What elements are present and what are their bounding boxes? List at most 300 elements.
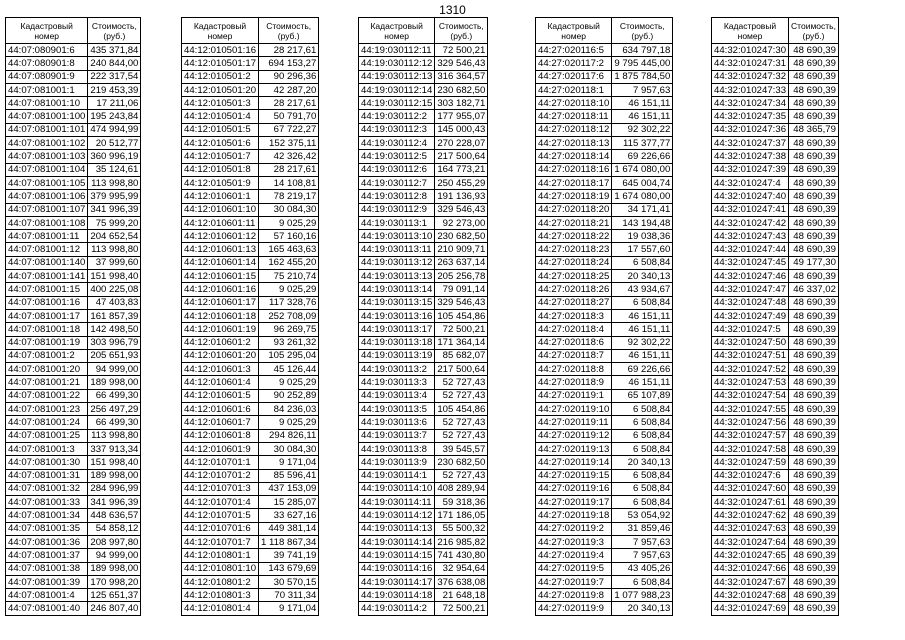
header-cost: Стоимость, (руб.)	[612, 18, 673, 44]
table-row	[712, 522, 839, 535]
table-row	[536, 496, 673, 509]
cadastral-number-cell: 44:32:010247:44	[712, 243, 789, 256]
cost-cell: 94 999,00	[88, 549, 141, 562]
table-row	[536, 376, 673, 389]
cadastral-number-cell: 44:12:010601:2	[182, 336, 259, 349]
table-row	[6, 549, 141, 562]
cadastral-number-cell: 44:12:010601:5	[182, 389, 259, 402]
cadastral-number-cell: 44:12:010501:16	[182, 44, 259, 57]
table-row	[712, 482, 839, 495]
cadastral-number-cell: 44:07:081001:100	[6, 110, 88, 123]
cost-cell: 48 690,39	[789, 70, 839, 83]
cost-cell: 52 727,43	[435, 416, 488, 429]
table-row	[182, 602, 319, 615]
cost-cell: 9 171,04	[259, 456, 319, 469]
cadastral-number-cell: 44:32:010247:66	[712, 562, 789, 575]
cadastral-number-cell: 44:32:010247:6	[712, 469, 789, 482]
cost-cell: 48 690,39	[789, 110, 839, 123]
cost-cell: 20 512,77	[88, 137, 141, 150]
table-row	[6, 509, 141, 522]
table-row	[536, 270, 673, 283]
cadastral-number-cell: 44:32:010247:35	[712, 110, 789, 123]
cost-cell: 316 364,57	[435, 70, 488, 83]
cost-cell: 31 859,46	[612, 522, 673, 535]
table-row	[712, 243, 839, 256]
cadastral-number-cell: 44:19:030113:1	[359, 216, 435, 229]
cost-cell: 6 508,84	[612, 296, 673, 309]
table-row	[712, 389, 839, 402]
cadastral-number-cell: 44:19:030112:7	[359, 176, 435, 189]
header-cost: Стоимость, (руб.)	[789, 18, 839, 44]
cost-cell: 125 651,37	[88, 589, 141, 602]
cadastral-number-cell: 44:27:020118:14	[536, 150, 612, 163]
cadastral-number-cell: 44:07:081001:25	[6, 429, 88, 442]
cost-cell: 93 261,32	[259, 336, 319, 349]
cost-cell: 48 690,39	[789, 456, 839, 469]
cadastral-number-cell: 44:32:010247:65	[712, 549, 789, 562]
table-row	[536, 522, 673, 535]
cadastral-number-cell: 44:32:010247:48	[712, 296, 789, 309]
cost-cell: 15 285,07	[259, 496, 319, 509]
cost-cell: 7 957,63	[612, 549, 673, 562]
table-row	[712, 203, 839, 216]
cadastral-number-cell: 44:19:030113:15	[359, 296, 435, 309]
cost-cell: 92 273,00	[435, 216, 488, 229]
table-row	[536, 203, 673, 216]
cadastral-number-cell: 44:27:020116:5	[536, 44, 612, 57]
cost-cell: 52 727,43	[435, 376, 488, 389]
cadastral-number-cell: 44:12:010601:19	[182, 323, 259, 336]
cadastral-number-cell: 44:19:030113:14	[359, 283, 435, 296]
cadastral-number-cell: 44:32:010247:69	[712, 602, 789, 615]
cost-cell: 20 340,13	[612, 456, 673, 469]
cadastral-number-cell: 44:12:010501:4	[182, 110, 259, 123]
cost-cell: 17 557,60	[612, 243, 673, 256]
cost-cell: 105 454,86	[435, 403, 488, 416]
cadastral-number-cell: 44:32:010247:58	[712, 442, 789, 455]
cadastral-number-cell: 44:07:081001:40	[6, 602, 88, 615]
cost-cell: 57 160,16	[259, 230, 319, 243]
table-row	[536, 482, 673, 495]
cost-cell: 329 546,43	[435, 57, 488, 70]
cadastral-number-cell: 44:07:081001:141	[6, 270, 88, 283]
cost-cell: 48 365,79	[789, 123, 839, 136]
header-cadastral-number: Кадастровый номер	[6, 18, 88, 44]
table-row	[359, 283, 488, 296]
cost-cell: 48 690,39	[789, 442, 839, 455]
cost-cell: 191 136,93	[435, 190, 488, 203]
cadastral-number-cell: 44:27:020118:12	[536, 123, 612, 136]
cadastral-number-cell: 44:19:030112:9	[359, 203, 435, 216]
table-row	[182, 44, 319, 57]
table-header-row	[712, 18, 839, 44]
cost-cell: 400 225,08	[88, 283, 141, 296]
cadastral-number-cell: 44:12:010501:5	[182, 123, 259, 136]
cost-cell: 48 690,39	[789, 203, 839, 216]
cost-cell: 189 998,00	[88, 562, 141, 575]
cadastral-number-cell: 44:07:081001:101	[6, 123, 88, 136]
cost-cell: 48 690,39	[789, 44, 839, 57]
table-row	[359, 296, 488, 309]
cadastral-number-cell: 44:19:030114:11	[359, 496, 435, 509]
cadastral-number-cell: 44:27:020118:1	[536, 83, 612, 96]
cost-cell: 90 296,36	[259, 70, 319, 83]
header-cost: Стоимость, (руб.)	[435, 18, 488, 44]
cost-cell: 105 295,04	[259, 349, 319, 362]
cost-cell: 48 690,39	[789, 522, 839, 535]
table-row	[359, 522, 488, 535]
table-row	[182, 349, 319, 362]
cadastral-number-cell: 44:12:010601:11	[182, 216, 259, 229]
table-row	[359, 243, 488, 256]
table-row	[712, 150, 839, 163]
table-row	[359, 230, 488, 243]
cost-cell: 50 791,70	[259, 110, 319, 123]
table-row	[536, 70, 673, 83]
cadastral-number-cell: 44:32:010247:52	[712, 363, 789, 376]
cadastral-number-cell: 44:32:010247:42	[712, 216, 789, 229]
cost-cell: 7 957,63	[612, 535, 673, 548]
table-row	[536, 509, 673, 522]
cost-cell: 32 954,64	[435, 562, 488, 575]
cadastral-number-cell: 44:12:010501:20	[182, 83, 259, 96]
cadastral-number-cell: 44:27:020118:23	[536, 243, 612, 256]
cadastral-number-cell: 44:19:030113:4	[359, 389, 435, 402]
cost-cell: 152 375,11	[259, 137, 319, 150]
table-row	[359, 97, 488, 110]
cadastral-number-cell: 44:19:030114:12	[359, 509, 435, 522]
table-row	[182, 243, 319, 256]
cost-cell: 435 371,84	[88, 44, 141, 57]
cadastral-number-cell: 44:27:020119:10	[536, 403, 612, 416]
cost-cell: 39 741,19	[259, 549, 319, 562]
table-row	[536, 150, 673, 163]
table-row	[712, 336, 839, 349]
table-row	[712, 97, 839, 110]
table-row	[536, 562, 673, 575]
cost-cell: 376 638,08	[435, 575, 488, 588]
cadastral-number-cell: 44:07:081001:12	[6, 243, 88, 256]
cadastral-number-cell: 44:19:030113:19	[359, 349, 435, 362]
cost-cell: 96 269,75	[259, 323, 319, 336]
cadastral-number-cell: 44:07:081001:39	[6, 575, 88, 588]
table-row	[536, 44, 673, 57]
cadastral-number-cell: 44:19:030113:12	[359, 256, 435, 269]
table-row	[182, 323, 319, 336]
table-row	[6, 83, 141, 96]
cadastral-number-cell: 44:27:020117:6	[536, 70, 612, 83]
cadastral-number-cell: 44:32:010247:63	[712, 522, 789, 535]
cost-cell: 145 000,43	[435, 123, 488, 136]
table-row	[6, 469, 141, 482]
cost-cell: 113 998,80	[88, 243, 141, 256]
cadastral-number-cell: 44:07:080901:8	[6, 57, 88, 70]
table-row	[182, 176, 319, 189]
table-row	[6, 323, 141, 336]
cost-cell: 6 508,84	[612, 416, 673, 429]
page-number: 1310	[439, 3, 466, 17]
cost-cell: 54 858,12	[88, 522, 141, 535]
cadastral-number-cell: 44:12:010601:18	[182, 309, 259, 322]
cadastral-number-cell: 44:27:020119:3	[536, 535, 612, 548]
cost-cell: 48 690,39	[789, 176, 839, 189]
cadastral-number-cell: 44:27:020119:9	[536, 602, 612, 615]
table-row	[359, 336, 488, 349]
cadastral-number-cell: 44:19:030112:8	[359, 190, 435, 203]
cost-cell: 92 302,22	[612, 336, 673, 349]
cadastral-number-cell: 44:12:010701:5	[182, 509, 259, 522]
cost-cell: 49 177,30	[789, 256, 839, 269]
table-row	[359, 456, 488, 469]
cadastral-number-cell: 44:12:010501:2	[182, 70, 259, 83]
cadastral-number-cell: 44:32:010247:67	[712, 575, 789, 588]
cadastral-number-cell: 44:12:010601:10	[182, 203, 259, 216]
cost-cell: 9 025,29	[259, 376, 319, 389]
table-row	[359, 575, 488, 588]
table-row	[182, 216, 319, 229]
cadastral-number-cell: 44:32:010247:40	[712, 190, 789, 203]
cadastral-number-cell: 44:27:020119:15	[536, 469, 612, 482]
cost-cell: 72 500,21	[435, 602, 488, 615]
cost-cell: 474 994,99	[88, 123, 141, 136]
cost-cell: 48 690,39	[789, 549, 839, 562]
cadastral-number-cell: 44:19:030112:13	[359, 70, 435, 83]
table-row	[6, 256, 141, 269]
table-row	[536, 575, 673, 588]
cost-cell: 85 596,41	[259, 469, 319, 482]
cost-cell: 252 708,09	[259, 309, 319, 322]
cadastral-number-cell: 44:07:081001:30	[6, 456, 88, 469]
table-row	[359, 44, 488, 57]
cadastral-number-cell: 44:19:030114:18	[359, 589, 435, 602]
table-row	[359, 110, 488, 123]
table-row	[359, 602, 488, 615]
table-row	[712, 363, 839, 376]
table-row	[536, 83, 673, 96]
cost-cell: 48 690,39	[789, 575, 839, 588]
cadastral-number-cell: 44:12:010501:17	[182, 57, 259, 70]
cadastral-number-cell: 44:07:081001:32	[6, 482, 88, 495]
cadastral-number-cell: 44:19:030112:14	[359, 83, 435, 96]
cost-cell: 72 500,21	[435, 323, 488, 336]
cadastral-number-cell: 44:07:081001:102	[6, 137, 88, 150]
cost-cell: 246 807,40	[88, 602, 141, 615]
cadastral-number-cell: 44:32:010247:45	[712, 256, 789, 269]
cadastral-number-cell: 44:19:030112:12	[359, 57, 435, 70]
cost-cell: 78 219,17	[259, 190, 319, 203]
cost-cell: 46 151,11	[612, 110, 673, 123]
cost-cell: 85 682,07	[435, 349, 488, 362]
cadastral-number-cell: 44:19:030112:6	[359, 163, 435, 176]
table-header-row	[6, 18, 141, 44]
cadastral-number-cell: 44:12:010501:8	[182, 163, 259, 176]
cost-cell: 34 171,41	[612, 203, 673, 216]
cost-cell: 205 256,78	[435, 270, 488, 283]
table-row	[6, 336, 141, 349]
cadastral-number-cell: 44:27:020119:18	[536, 509, 612, 522]
cadastral-number-cell: 44:27:020118:4	[536, 323, 612, 336]
cadastral-number-cell: 44:12:010501:7	[182, 150, 259, 163]
cost-cell: 9 171,04	[259, 602, 319, 615]
cost-cell: 210 909,71	[435, 243, 488, 256]
table-row	[182, 83, 319, 96]
table-row	[536, 230, 673, 243]
cadastral-number-cell: 44:07:081001:105	[6, 176, 88, 189]
cost-cell: 48 690,39	[789, 389, 839, 402]
table-row	[6, 97, 141, 110]
cost-cell: 48 690,39	[789, 562, 839, 575]
cadastral-number-cell: 44:27:020118:19	[536, 190, 612, 203]
cost-cell: 143 194,48	[612, 216, 673, 229]
cadastral-number-cell: 44:27:020118:27	[536, 296, 612, 309]
cadastral-number-cell: 44:07:081001:31	[6, 469, 88, 482]
cadastral-number-cell: 44:32:010247:46	[712, 270, 789, 283]
table-row	[712, 176, 839, 189]
cost-cell: 189 998,00	[88, 376, 141, 389]
cost-cell: 240 844,00	[88, 57, 141, 70]
table-row	[182, 137, 319, 150]
cadastral-number-cell: 44:32:010247:56	[712, 416, 789, 429]
table-row	[182, 150, 319, 163]
cadastral-number-cell: 44:19:030113:17	[359, 323, 435, 336]
cadastral-number-cell: 44:27:020119:14	[536, 456, 612, 469]
table-row	[536, 442, 673, 455]
table-row	[712, 589, 839, 602]
table-row	[712, 575, 839, 588]
cost-cell: 48 690,39	[789, 309, 839, 322]
cost-cell: 48 690,39	[789, 97, 839, 110]
cost-cell: 69 226,66	[612, 150, 673, 163]
table-row	[182, 97, 319, 110]
table-row	[536, 589, 673, 602]
cadastral-number-cell: 44:32:010247:60	[712, 482, 789, 495]
table-row	[712, 190, 839, 203]
table-row	[6, 176, 141, 189]
table-row	[359, 309, 488, 322]
table-row	[712, 509, 839, 522]
table-row	[182, 376, 319, 389]
table-row	[536, 283, 673, 296]
cost-cell: 20 340,13	[612, 270, 673, 283]
table-row	[712, 416, 839, 429]
cadastral-number-cell: 44:12:010601:12	[182, 230, 259, 243]
cost-cell: 59 318,36	[435, 496, 488, 509]
table-row	[359, 137, 488, 150]
table-row	[182, 562, 319, 575]
cadastral-number-cell: 44:12:010801:1	[182, 549, 259, 562]
cadastral-number-cell: 44:12:010601:14	[182, 256, 259, 269]
cadastral-number-cell: 44:19:030113:13	[359, 270, 435, 283]
cost-cell: 113 998,80	[88, 176, 141, 189]
cost-cell: 53 054,92	[612, 509, 673, 522]
cadastral-number-cell: 44:27:020118:3	[536, 309, 612, 322]
cost-cell: 9 025,29	[259, 216, 319, 229]
cost-cell: 6 508,84	[612, 442, 673, 455]
table-row	[536, 137, 673, 150]
table-row	[182, 522, 319, 535]
cadastral-number-cell: 44:19:030113:16	[359, 309, 435, 322]
cost-cell: 449 381,14	[259, 522, 319, 535]
cadastral-number-cell: 44:32:010247:57	[712, 429, 789, 442]
cost-cell: 67 722,27	[259, 123, 319, 136]
cadastral-number-cell: 44:27:020119:1	[536, 389, 612, 402]
table-row	[359, 323, 488, 336]
cadastral-number-cell: 44:32:010247:31	[712, 57, 789, 70]
cadastral-number-cell: 44:12:010601:4	[182, 376, 259, 389]
table-row	[6, 283, 141, 296]
cost-cell: 48 690,39	[789, 376, 839, 389]
cost-cell: 329 546,43	[435, 203, 488, 216]
cadastral-number-cell: 44:07:081001:37	[6, 549, 88, 562]
table-row	[712, 137, 839, 150]
cost-cell: 208 997,80	[88, 535, 141, 548]
cost-cell: 35 124,61	[88, 163, 141, 176]
cadastral-number-cell: 44:12:010801:3	[182, 589, 259, 602]
cadastral-number-cell: 44:12:010601:8	[182, 429, 259, 442]
table-row	[182, 456, 319, 469]
table-row	[359, 562, 488, 575]
cost-cell: 37 999,60	[88, 256, 141, 269]
cost-cell: 741 430,80	[435, 549, 488, 562]
cost-cell: 48 690,39	[789, 429, 839, 442]
cadastral-number-cell: 44:27:020119:12	[536, 429, 612, 442]
cost-cell: 177 955,07	[435, 110, 488, 123]
cost-cell: 42 326,42	[259, 150, 319, 163]
cadastral-number-cell: 44:32:010247:61	[712, 496, 789, 509]
cadastral-number-cell: 44:32:010247:41	[712, 203, 789, 216]
table-row	[182, 535, 319, 548]
table-row	[359, 57, 488, 70]
table-row	[712, 496, 839, 509]
cost-cell: 48 690,39	[789, 482, 839, 495]
cadastral-number-cell: 44:27:020119:8	[536, 589, 612, 602]
table-row	[182, 110, 319, 123]
cost-cell: 164 773,21	[435, 163, 488, 176]
cost-cell: 45 126,44	[259, 363, 319, 376]
table-row	[6, 562, 141, 575]
header-cadastral-number: Кадастровый номер	[359, 18, 435, 44]
cadastral-number-cell: 44:07:081001:38	[6, 562, 88, 575]
table-row	[359, 203, 488, 216]
table-row	[712, 403, 839, 416]
cost-cell: 216 985,82	[435, 535, 488, 548]
cost-cell: 48 690,39	[789, 469, 839, 482]
cadastral-number-cell: 44:07:081001:1	[6, 83, 88, 96]
cost-cell: 170 998,20	[88, 575, 141, 588]
table-row	[182, 496, 319, 509]
cadastral-number-cell: 44:07:081001:17	[6, 309, 88, 322]
table-row	[359, 176, 488, 189]
cost-cell: 70 311,34	[259, 589, 319, 602]
cadastral-number-cell: 44:07:081001:103	[6, 150, 88, 163]
cost-cell: 48 690,39	[789, 403, 839, 416]
table-row	[359, 442, 488, 455]
table-row	[536, 256, 673, 269]
cadastral-number-cell: 44:27:020119:17	[536, 496, 612, 509]
cost-cell: 43 934,67	[612, 283, 673, 296]
cadastral-number-cell: 44:19:030113:9	[359, 456, 435, 469]
cadastral-number-cell: 44:27:020119:5	[536, 562, 612, 575]
table-row	[182, 283, 319, 296]
cost-cell: 14 108,81	[259, 176, 319, 189]
table-row	[536, 469, 673, 482]
cadastral-number-cell: 44:27:020117:2	[536, 57, 612, 70]
table-row	[536, 309, 673, 322]
cadastral-number-cell: 44:12:010501:9	[182, 176, 259, 189]
table-row	[6, 110, 141, 123]
cadastral-number-cell: 44:32:010247:50	[712, 336, 789, 349]
table-row	[712, 270, 839, 283]
